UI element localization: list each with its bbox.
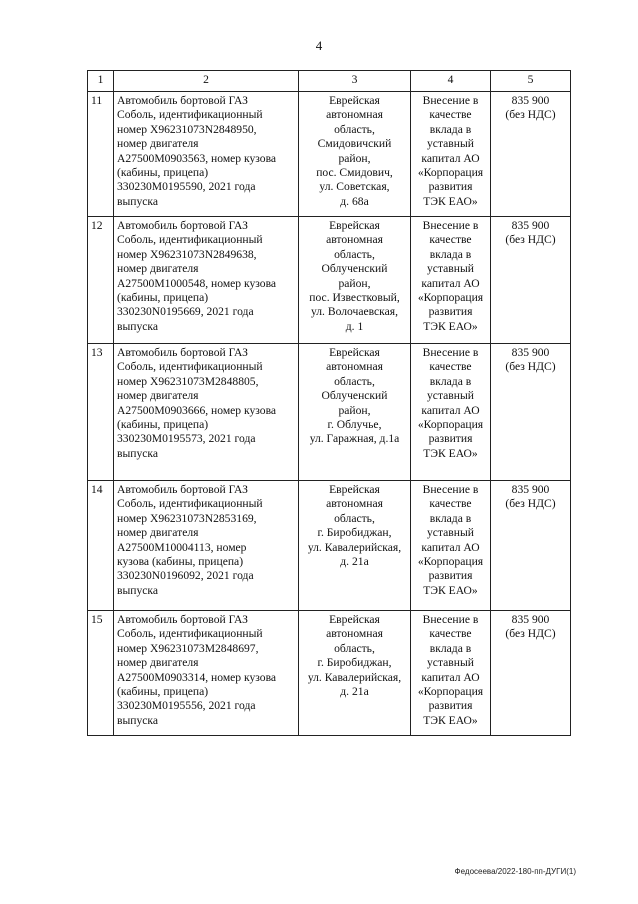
cell-line: Смидовичский [317,137,392,151]
cell-line: качестве [429,497,472,511]
cell-line: Автомобиль бортовой ГАЗ [117,94,248,107]
cell-line: Внесение в [422,94,479,107]
cell-line: Внесение в [422,219,479,232]
cell-line: Еврейская [329,219,380,232]
cell-line: ТЭК ЕАО» [423,319,478,333]
cell-line: «Корпорация [417,685,484,699]
cell-line: капитал АО [421,670,480,684]
usage-cell [411,481,491,611]
row-number: 12 [88,217,114,344]
vehicle-description-cell [114,611,299,736]
usage-cell [411,92,491,217]
cell-line: Соболь, идентификационный [117,360,263,374]
cell-line: вклада в [429,511,472,525]
vehicle-description-cell [114,92,299,217]
location-cell [299,344,411,481]
cell-line: 330230M0195590, 2021 года [117,180,256,194]
cell-line: (без НДС) [505,360,556,374]
cell-line: (без НДС) [505,497,556,511]
vehicle-description-cell [114,481,299,611]
cell-line: д. 21а [340,555,369,569]
cell-line: выпуска [117,319,159,333]
cell-line: качестве [429,233,472,247]
cell-line: выпуска [117,713,159,727]
cell-line: д. 1 [345,319,364,333]
cell-line: г. Облучье, [327,418,382,432]
usage-cell [411,344,491,481]
cell-line: уставный [427,262,474,276]
cell-line: уставный [427,526,474,540]
price-cell [491,481,571,611]
cell-line: Облученский [321,389,388,403]
vehicle-description-cell [114,217,299,344]
cell-line: (без НДС) [505,108,556,122]
cell-line: A27500M0903563, номер кузова [117,151,277,165]
cell-line: развития [428,180,473,194]
cell-line: 835 900 [511,613,550,626]
cell-line: д. 68а [340,194,369,208]
cell-line: вклада в [429,122,472,136]
cell-line: A27500M0903666, номер кузова [117,403,277,417]
cell-line: пос. Известковый, [309,291,400,305]
cell-line: Еврейская [329,346,380,359]
cell-line: вклада в [429,374,472,388]
cell-line: Автомобиль бортовой ГАЗ [117,219,248,232]
cell-line: развития [428,569,473,583]
cell-line: (кабины, прицепа) [117,291,209,305]
cell-line: развития [428,699,473,713]
cell-line: область, [334,374,375,388]
cell-line: область, [334,247,375,261]
property-table [87,70,571,736]
cell-line: Соболь, идентификационный [117,627,263,641]
location-cell [299,92,411,217]
cell-line: Еврейская [329,613,380,626]
cell-line: Соболь, идентификационный [117,108,263,122]
cell-line: кузова (кабины, прицепа) [117,555,244,569]
cell-line: уставный [427,137,474,151]
cell-line: Автомобиль бортовой ГАЗ [117,613,248,626]
cell-line: автономная [326,233,383,247]
cell-line: Соболь, идентификационный [117,233,263,247]
cell-line: 330230N0196092, 2021 года [117,569,254,583]
cell-line: 835 900 [511,346,550,359]
cell-line: капитал АО [421,403,480,417]
usage-cell [411,217,491,344]
header-col-2: 2 [114,71,299,92]
cell-line: 835 900 [511,219,550,232]
table-body [88,71,571,736]
cell-line: район, [338,403,371,417]
price-cell [491,344,571,481]
cell-line: качестве [429,627,472,641]
cell-line: вклада в [429,641,472,655]
cell-line: д. 21а [340,685,369,699]
cell-line: Еврейская [329,94,380,107]
price-cell [491,92,571,217]
table-header-row [88,71,571,92]
price-cell [491,611,571,736]
row-number: 14 [88,481,114,611]
cell-line: номер двигателя [117,526,199,540]
cell-line: A27500M0903314, номер кузова [117,670,277,684]
cell-line: Внесение в [422,613,479,626]
cell-line: район, [338,276,371,290]
cell-line: 835 900 [511,483,550,496]
cell-line: «Корпорация [417,418,484,432]
cell-line: Облученский [321,262,388,276]
cell-line: 330230N0195669, 2021 года [117,305,254,319]
cell-line: ул. Волочаевская, [310,305,399,319]
cell-line: район, [338,151,371,165]
table-row [88,217,571,344]
cell-line: капитал АО [421,276,480,290]
cell-line: качестве [429,360,472,374]
cell-line: (кабины, прицепа) [117,166,209,180]
cell-line: развития [428,432,473,446]
cell-line: уставный [427,656,474,670]
header-col-3: 3 [299,71,411,92]
usage-cell [411,611,491,736]
cell-line: пос. Смидович, [316,166,393,180]
vehicle-description-cell [114,344,299,481]
cell-line: ТЭК ЕАО» [423,194,478,208]
cell-line: номер X96231073M2848805, [117,374,259,388]
cell-line: 835 900 [511,94,550,107]
location-cell [299,611,411,736]
cell-line: номер X96231073N2853169, [117,511,257,525]
row-number: 11 [88,92,114,217]
table-row [88,611,571,736]
cell-line: автономная [326,108,383,122]
cell-line: качестве [429,108,472,122]
row-number: 13 [88,344,114,481]
cell-line: A27500M10004113, номер [117,540,247,554]
cell-line: номер двигателя [117,389,199,403]
cell-line: номер двигателя [117,262,199,276]
page-number: 4 [315,38,323,53]
cell-line: 330230M0195556, 2021 года [117,699,256,713]
cell-line: «Корпорация [417,555,484,569]
cell-line: Внесение в [422,346,479,359]
cell-line: (без НДС) [505,233,556,247]
cell-line: выпуска [117,194,159,208]
cell-line: автономная [326,497,383,511]
cell-line: Внесение в [422,483,479,496]
cell-line: «Корпорация [417,291,484,305]
cell-line: (кабины, прицепа) [117,418,209,432]
cell-line: номер двигателя [117,137,199,151]
footer-reference: Федосеева/2022-180-пп-ДУГИ(1) [454,867,576,876]
cell-line: ТЭК ЕАО» [423,446,478,460]
cell-line: область, [334,511,375,525]
table-row [88,92,571,217]
cell-line: номер X96231073N2849638, [117,247,257,261]
table-row [88,481,571,611]
cell-line: Еврейская [329,483,380,496]
cell-line: капитал АО [421,151,480,165]
cell-line: область, [334,122,375,136]
cell-line: ТЭК ЕАО» [423,713,478,727]
cell-line: автономная [326,360,383,374]
location-cell [299,217,411,344]
cell-line: Автомобиль бортовой ГАЗ [117,346,248,359]
cell-line: капитал АО [421,540,480,554]
cell-line: (кабины, прицепа) [117,685,209,699]
cell-line: Автомобиль бортовой ГАЗ [117,483,248,496]
cell-line: номер X96231073N2848950, [117,122,257,136]
row-number: 15 [88,611,114,736]
cell-line: «Корпорация [417,166,484,180]
cell-line: область, [334,641,375,655]
location-cell [299,481,411,611]
cell-line: автономная [326,627,383,641]
cell-line: номер двигателя [117,656,199,670]
header-col-1: 1 [88,71,114,92]
cell-line: ТЭК ЕАО» [423,583,478,597]
price-cell [491,217,571,344]
cell-line: уставный [427,389,474,403]
cell-line: развития [428,305,473,319]
cell-line: выпуска [117,583,159,597]
cell-line: номер X96231073M2848697, [117,641,259,655]
cell-line: Соболь, идентификационный [117,497,263,511]
cell-line: ул. Кавалерийская, [307,540,402,554]
cell-line: вклада в [429,247,472,261]
cell-line: ул. Советская, [319,180,390,194]
cell-line: г. Биробиджан, [317,656,392,670]
cell-line: 330230M0195573, 2021 года [117,432,256,446]
header-col-4: 4 [411,71,491,92]
cell-line: ул. Гаражная, д.1а [309,432,400,446]
cell-line: A27500M1000548, номер кузова [117,276,277,290]
table-row [88,344,571,481]
header-col-5: 5 [491,71,571,92]
cell-line: выпуска [117,446,159,460]
cell-line: г. Биробиджан, [317,526,392,540]
cell-line: (без НДС) [505,627,556,641]
cell-line: ул. Кавалерийская, [307,670,402,684]
